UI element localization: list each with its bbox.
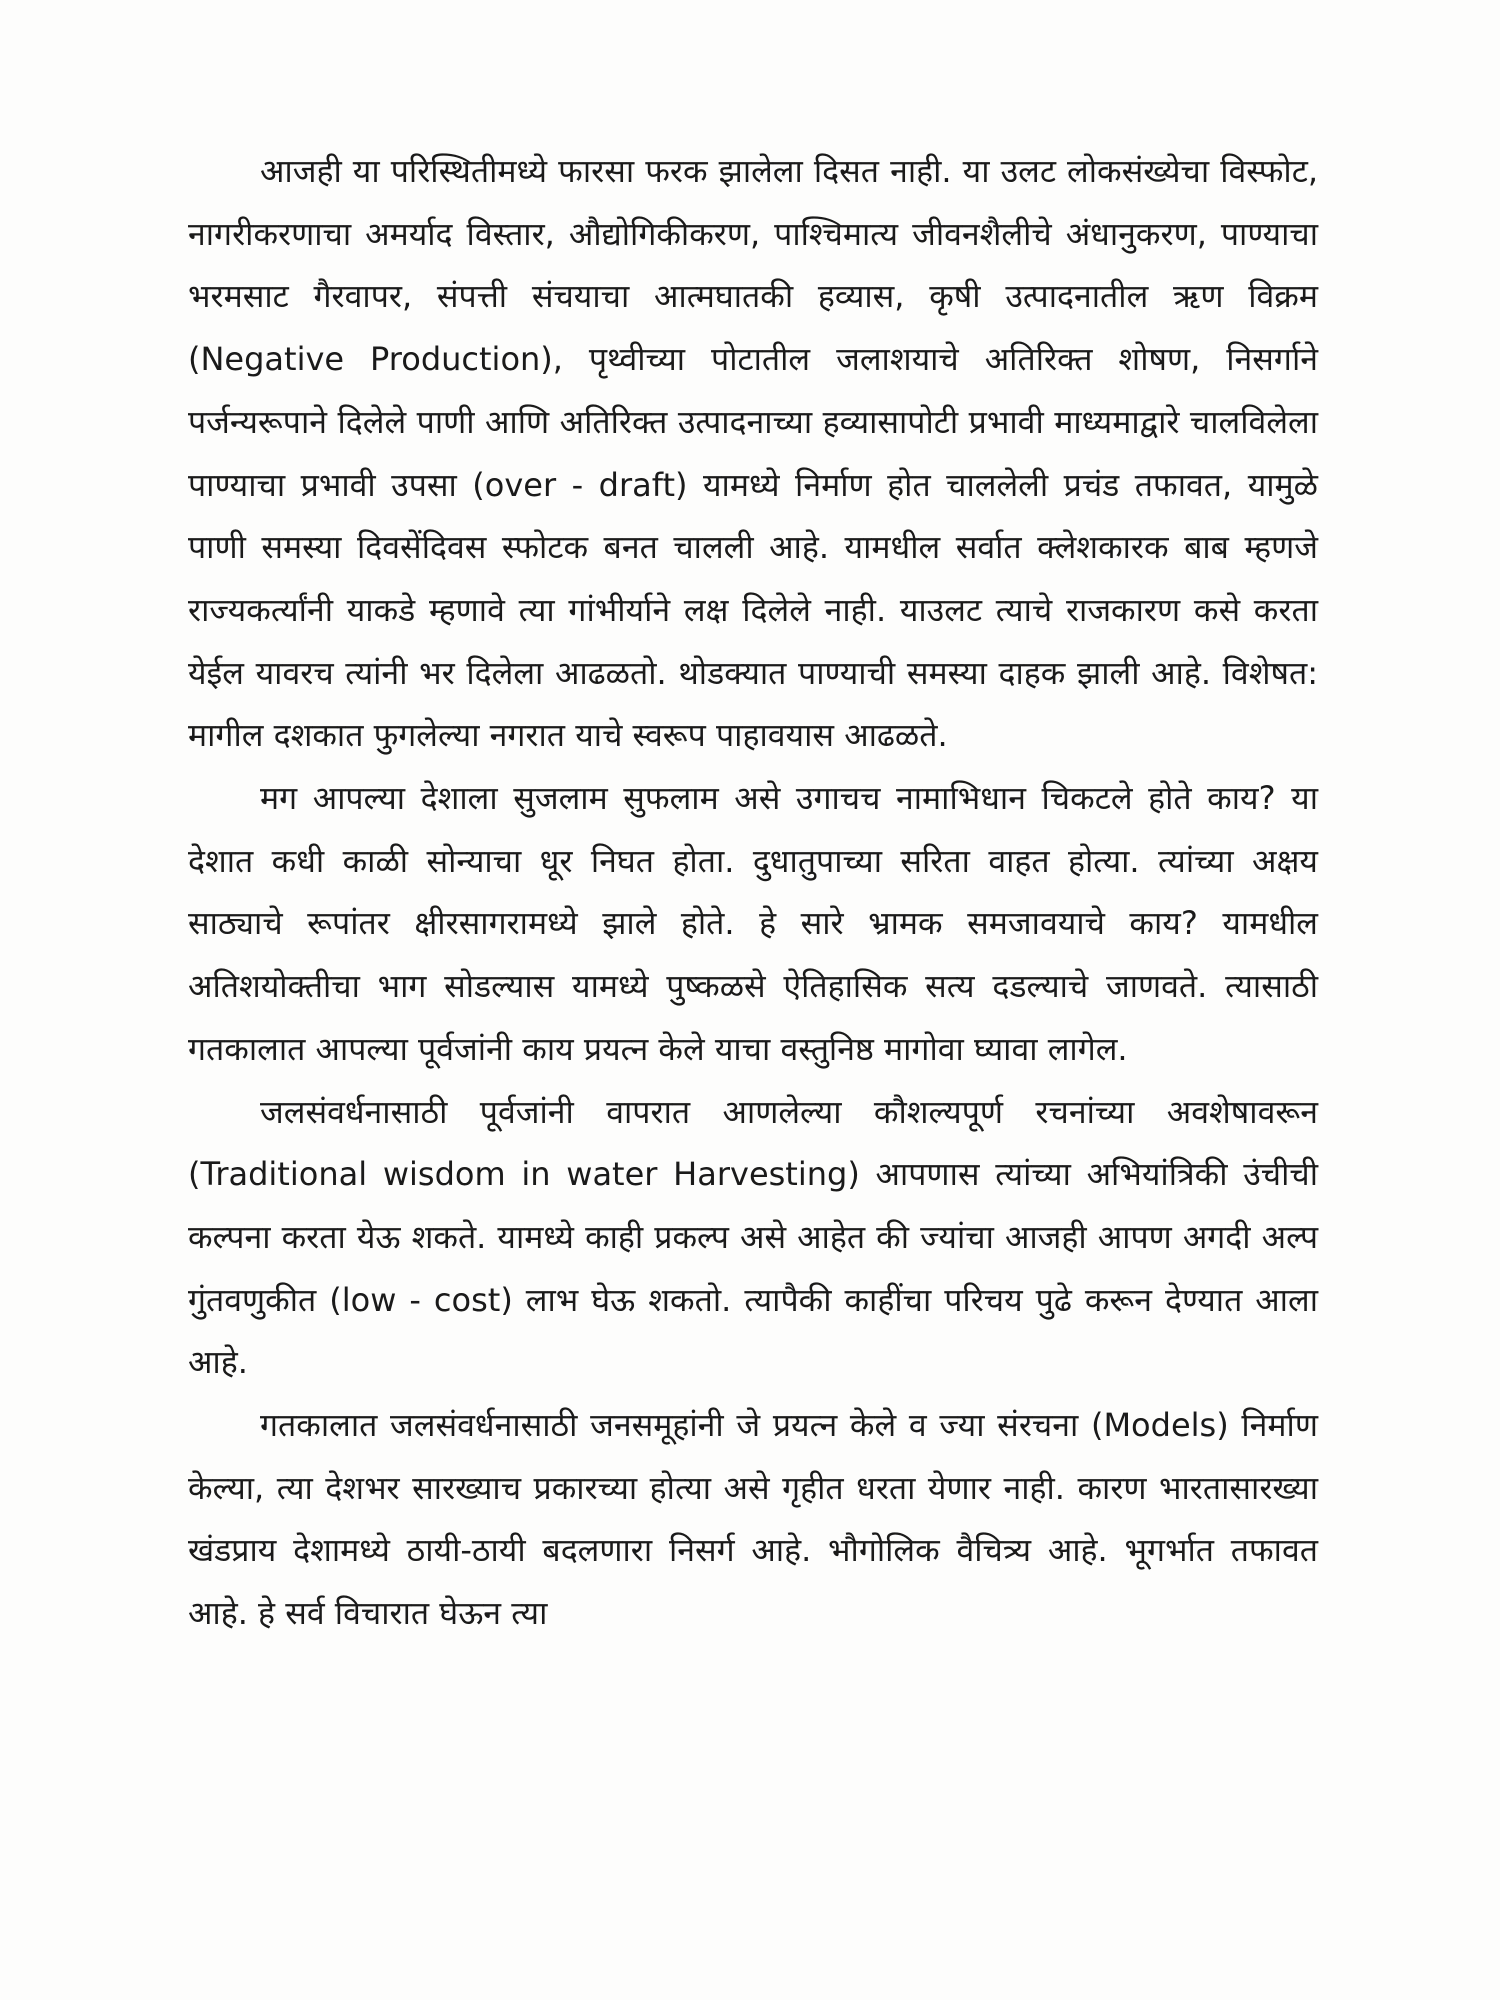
paragraph-3: जलसंवर्धनासाठी पूर्वजांनी वापरात आणलेल्या कौशल्यपूर्ण रचनांच्या अवशेषावरून (Traditional wisdom in water Harvesting) आपणास त्यांच्या अभियांत्रिकी उंचीची कल्पना करता येऊ शकते. यामध्ये काही प्रकल्प असे आहेत की ज्यांचा आजही आपण अगदी अल्प गुंतवणुकीत (low - cost) लाभ घेऊ शकतो. त्यापैकी काहींचा परिचय पुढे करून देण्यात आला आहे. xyxy=(188,1092,1318,1382)
paragraph-4: गतकालात जलसंवर्धनासाठी जनसमूहांनी जे प्रयत्न केले व ज्या संरचना (Models) निर्माण केल्या, त्या देशभर सारख्याच प्रकारच्या होत्या असे गृहीत धरता येणार नाही. कारण भारतासारख्या खंडप्राय देशामध्ये ठायी-ठायी बदलणारा निसर्ग आहे. भौगोलिक वैचित्र्य आहे. भूगर्भात तफावत आहे. हे सर्व विचारात घेऊन त्या xyxy=(188,1406,1318,1633)
document-body xyxy=(188,140,1318,1645)
paragraph-2: मग आपल्या देशाला सुजलाम सुफलाम असे उगाचच नामाभिधान चिकटले होते काय? या देशात कधी काळी सोन्याचा धूर निघत होता. दुधातुपाच्या सरिता वाहत होत्या. त्यांच्या अक्षय साठ्याचे रूपांतर क्षीरसागरामध्ये झाले होते. हे सारे भ्रामक समजावयाचे काय? यामधील अतिशयोक्तीचा भाग सोडल्यास यामध्ये पुष्कळसे ऐतिहासिक सत्य दडल्याचे जाणवते. त्यासाठी गतकालात आपल्या पूर्वजांनी काय प्रयत्न केले याचा वस्तुनिष्ठ मागोवा घ्यावा लागेल. xyxy=(188,779,1318,1068)
paragraph-1: आजही या परिस्थितीमध्ये फारसा फरक झालेला दिसत नाही. या उलट लोकसंख्येचा विस्फोट, नागरीकरणाचा अमर्याद विस्तार, औद्योगिकीकरण, पाश्चिमात्य जीवनशैलीचे अंधानुकरण, पाण्याचा भरमसाट गैरवापर, संपत्ती संचयाचा आत्मघातकी हव्यास, कृषी उत्पादनातील ऋण विक्रम (Negative Production), पृथ्वीच्या पोटातील जलाशयाचे अतिरिक्त शोषण, निसर्गाने पर्जन्यरूपाने दिलेले पाणी आणि अतिरिक्त उत्पादनाच्या हव्यासापोटी प्रभावी माध्यमाद्वारे चालविलेला पाण्याचा प्रभावी उपसा (over - draft) यामध्ये निर्माण होत चाललेली प्रचंड तफावत, यामुळे पाणी समस्या दिवसेंदिवस स्फोटक बनत चालली आहे. यामधील सर्वात क्लेशकारक बाब म्हणजे राज्यकर्त्यांनी याकडे म्हणावे त्या गांभीर्याने लक्ष दिलेले नाही. याउलट त्याचे राजकारण कसे करता येईल यावरच त्यांनी भर दिलेला आढळतो. थोडक्यात पाण्याची समस्या दाहक झाली आहे. विशेषत: मागील दशकात फुगलेल्या नगरात याचे स्वरूप पाहावयास आढळते. xyxy=(188,152,1318,755)
